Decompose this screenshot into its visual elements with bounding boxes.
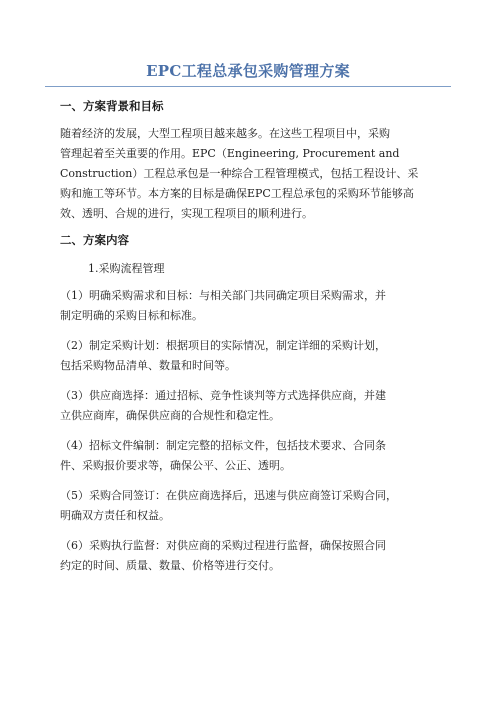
list-item: （5）采购合同签订：在供应商选择后，迅速与供应商签订采购合同， 明确双方责任和权益。 [60, 489, 397, 522]
subsection-heading: 1.采购流程管理 [88, 262, 165, 275]
list-item: （4）招标文件编制：制定完整的招标文件，包括技术要求、合同条 件、采购报价要求等，确保公平、公正、透明。 [60, 439, 386, 472]
list-item: （6）采购执行监督：对供应商的采购过程进行监督，确保按照合同 约定的时间、质量、数量、价格等进行交付。 [60, 539, 386, 572]
section1-heading: 一、方案背景和目标 [60, 99, 164, 113]
document-title: EPC工程总承包采购管理方案 [146, 62, 350, 80]
section2-heading: 二、方案内容 [60, 233, 129, 247]
title-divider [45, 86, 451, 87]
list-item: （1）明确采购需求和目标：与相关部门共同确定项目采购需求，并 制定明确的采购目标和标准。 [60, 289, 386, 322]
list-item: （3）供应商选择：通过招标、竞争性谈判等方式选择供应商，并建 立供应商库，确保供应商的合规性和稳定性。 [60, 389, 386, 422]
section1-paragraph: 随着经济的发展，大型工程项目越来越多。在这些工程项目中，采购 管理起着至关重要的作用。EPC（Engineering, Procurement and Construction）工程总承包是一种综合工程管理模式，包括工程设计、采 购和施工等环节。本方案的目标是确保EPC工程总承包的采购环节能够高 效、透明、合规的进行，实现工程项目的顺利进行。 [60, 127, 419, 220]
list-item: （2）制定采购计划：根据项目的实际情况，制定详细的采购计划， 包括采购物品清单、数量和时间等。 [60, 339, 386, 372]
